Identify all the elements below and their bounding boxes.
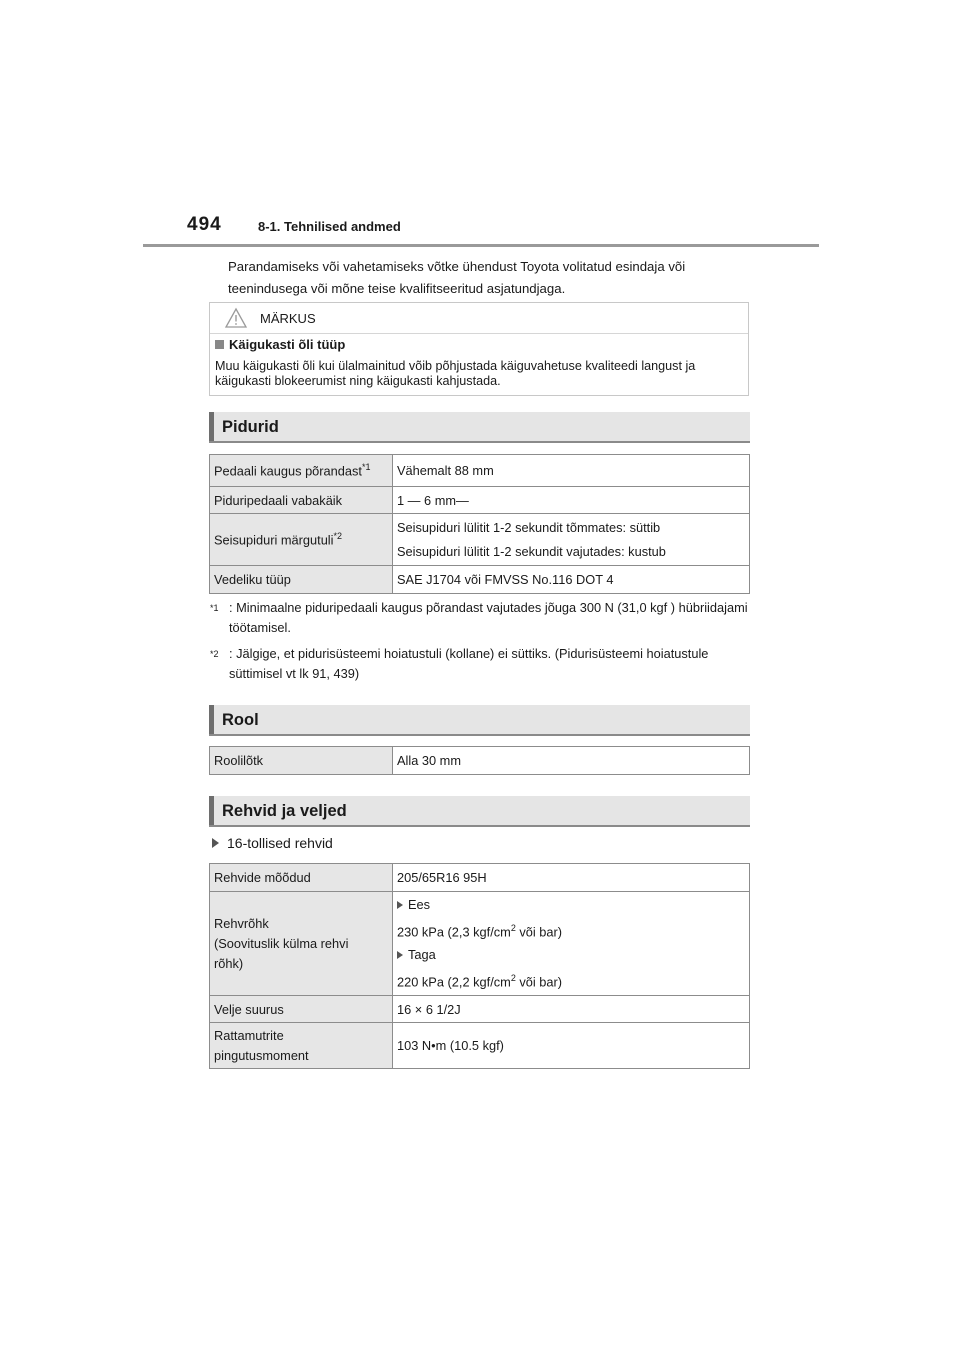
table-label: Rehvide mõõdud <box>210 864 393 892</box>
notice-subtitle-text: Käigukasti õli tüüp <box>229 337 346 352</box>
tires-subheading <box>212 835 333 851</box>
footnote-mark: *1 <box>210 603 219 613</box>
table-row <box>210 1023 750 1069</box>
section-title: 8-1. Tehnilised andmed <box>258 219 401 234</box>
table-value: 1 — 6 mm— <box>393 487 750 514</box>
table-label: Roolilõtk <box>210 747 393 775</box>
table-row <box>210 892 750 996</box>
heading-text: Pidurid <box>222 418 279 436</box>
rear-label: Taga <box>397 945 745 965</box>
table-value: 205/65R16 95H <box>393 864 750 892</box>
table-value <box>393 892 750 996</box>
square-bullet-icon <box>215 340 224 349</box>
page-number: 494 <box>187 214 222 235</box>
table-value <box>393 514 750 566</box>
table-value-line: Seisupiduri lülitit 1-2 sekundit vajutades: kustub <box>397 544 666 559</box>
header-rule <box>143 244 819 247</box>
table-row <box>210 566 750 594</box>
heading-bar <box>209 796 214 825</box>
table-row <box>210 455 750 487</box>
brakes-table <box>209 454 750 594</box>
table-label: Pedaali kaugus põrandast$^{*1}$ <box>210 455 393 487</box>
heading-bar <box>209 412 214 441</box>
notice-label: MÄRKUS <box>260 311 316 326</box>
table-value: 16 × 6 1/2J <box>393 996 750 1023</box>
notice-box <box>209 302 749 396</box>
table-label: Velje suurus <box>210 996 393 1023</box>
table-value-line: Seisupiduri lülitit 1-2 sekundit tõmmates: süttib <box>397 520 661 535</box>
table-label-line: Rattamutrite <box>214 1027 284 1043</box>
table-value: 103 N•m (10.5 kgf) <box>393 1023 750 1069</box>
table-label: Piduripedaali vabakäik <box>210 487 393 514</box>
table-label-line: rõhk) <box>214 955 244 971</box>
table-label-line: Rehvrõhk <box>214 915 269 931</box>
table-value: Alla 30 mm <box>393 747 750 775</box>
triangle-bullet-icon <box>212 838 219 848</box>
front-label: Ees <box>397 895 745 915</box>
footnote-text: : Jälgige, et pidurisüsteemi hoiatustuli (kollane) ei süttiks. (Pidurisüsteemi hoiatustule süttimisel vt lk 91, 439) <box>229 646 709 681</box>
table-row <box>210 996 750 1023</box>
section-heading-brakes <box>209 412 750 443</box>
section-heading-tires <box>209 796 750 827</box>
table-row <box>210 864 750 892</box>
table-label: Vedeliku tüüp <box>210 566 393 594</box>
heading-text: Rehvid ja veljed <box>222 802 347 820</box>
table-value: Vähemalt 88 mm <box>393 455 750 487</box>
heading-text: Rool <box>222 711 259 729</box>
table-label <box>210 1023 393 1069</box>
front-pressure: 230 kPa (2,3 kgf/$cm^2$ või bar) <box>397 922 563 939</box>
warning-triangle-icon <box>224 307 248 329</box>
footnote-mark: *2 <box>210 649 219 659</box>
table-label-line: (Soovituslik külma rehvi <box>214 935 349 951</box>
steering-table <box>209 746 750 775</box>
table-row <box>210 514 750 566</box>
table-label-line: pingutusmoment <box>214 1047 309 1063</box>
footnote <box>210 598 750 638</box>
tires-subheading-text: 16-tollised rehvid <box>227 835 333 851</box>
table-row <box>210 747 750 775</box>
triangle-bullet-icon <box>397 901 403 909</box>
tires-table <box>209 863 750 1069</box>
notice-subtitle <box>215 337 345 352</box>
table-label: Seisupiduri märgutuli$^{*2}$ <box>210 514 393 566</box>
table-row <box>210 487 750 514</box>
triangle-bullet-icon <box>397 951 403 959</box>
table-value: SAE J1704 või FMVSS No.116 DOT 4 <box>393 566 750 594</box>
heading-bar <box>209 705 214 734</box>
section-heading-steering <box>209 705 750 736</box>
footnote <box>210 644 750 684</box>
footnote-text: : Minimaalne piduripedaali kaugus põrandast vajutades jõuga 300 N (31,0 kgf ) hübriidajami töötamisel. <box>229 600 748 635</box>
intro-paragraph: Parandamiseks või vahetamiseks võtke ühendust Toyota volitatud esindaja või teenindusega või mõne teise kvalifitseeritud asjatundjaga. <box>228 259 686 296</box>
table-label <box>210 892 393 996</box>
notice-header <box>210 303 748 334</box>
rear-pressure: 220 kPa (2,2 kgf/$cm^2$ või bar) <box>397 973 563 990</box>
notice-body: Muu käigukasti õli kui ülalmainitud võib põhjustada käiguvahetuse kvaliteedi langust ja käigukasti blokeerumist ning käigukasti kahjustada. <box>215 359 696 388</box>
